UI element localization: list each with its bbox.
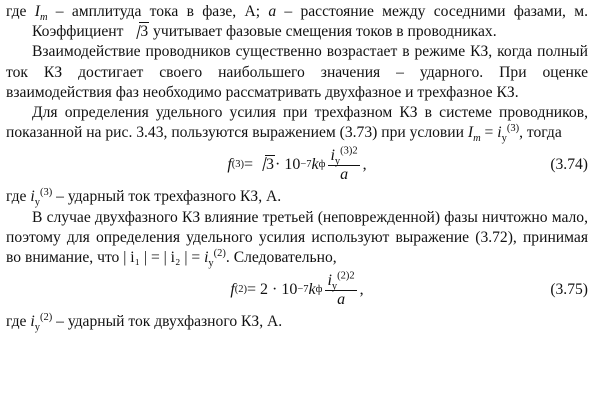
- text: Для определения удельного усилия при трехфазном КЗ в системе проводников, показанной на рис. 3.43, пользуются выражением (3.73) при условии: [6, 104, 588, 142]
- text: i: [330, 146, 335, 164]
- text: у: [331, 280, 338, 292]
- symbol-I: I: [467, 124, 474, 142]
- text: [340, 166, 348, 184]
- formula: f (3) = 3 · 10 −7 k ф $\frac{i_у^{(3)2}}{a}$ ,: [227, 145, 367, 183]
- symbol-a: a: [268, 3, 277, 20]
- sqrt-symbol: [129, 23, 149, 40]
- paragraph-interaction: Взаимодействие проводников существенно возрастает в режиме КЗ, когда полный ток КЗ достигает своего наибольшего значения – ударного. При оценке взаимодействия фаз необходимо рассматривать двухфазное и трехфазное КЗ.: [6, 43, 588, 101]
- equation-3-74: [6, 143, 588, 187]
- fraction: [328, 147, 359, 184]
- text: 3: [266, 156, 275, 174]
- subscript: m: [473, 133, 481, 145]
- paragraph-shock-current-3: [6, 187, 588, 207]
- text: (3): [39, 187, 53, 199]
- text: – ударный ток двухфазного КЗ, А.: [52, 313, 283, 331]
- text: – ударный ток трехфазного КЗ, А.: [52, 188, 282, 206]
- text: – амплитуда тока в фазе, А;: [47, 3, 269, 20]
- paragraph-shock-current-2: [6, 312, 588, 332]
- text: ,: [359, 281, 364, 299]
- paragraph-two-phase: [6, 208, 588, 269]
- text: [337, 291, 345, 309]
- text: (2): [39, 312, 53, 324]
- equation-number: (3.74): [550, 156, 588, 174]
- superscript: (3): [506, 123, 520, 135]
- symbol-i: i: [497, 124, 502, 142]
- text: – расстояние между соседними фазами, м.: [276, 3, 588, 20]
- text: ,: [362, 156, 367, 174]
- text: где: [6, 3, 35, 20]
- text: учитывает фазовые смещения токов в проводниках.: [149, 23, 497, 41]
- text: k: [311, 156, 319, 174]
- paragraph-coefficient: [6, 22, 588, 42]
- text: у: [34, 322, 40, 334]
- text: Коэффициент: [32, 23, 128, 41]
- text: у: [208, 258, 214, 270]
- text: у: [34, 197, 40, 209]
- text: i: [327, 271, 332, 289]
- text: · 10: [275, 156, 301, 174]
- text: где: [6, 188, 31, 206]
- subscript: m: [39, 12, 48, 24]
- text: . Следовательно,: [225, 249, 337, 267]
- text: f: [227, 156, 232, 174]
- paragraph-definitions: [6, 2, 588, 22]
- fraction: [325, 272, 356, 309]
- formula: f (2) = 2 · 10 −7 k ф $\frac{i_у^{(2)2}}{a}$ ,: [230, 270, 364, 308]
- text: (2): [213, 247, 226, 259]
- text: В случае двухфазного КЗ влияние третьей (неповрежденной) фазы ничтожно мало, поэтому для определения удельного усилия используют выражение (3.72), принимая во внимание, что: [6, 208, 588, 267]
- sqrt-symbol: [255, 155, 275, 175]
- text: =: [480, 124, 498, 142]
- equation-number: (3.75): [550, 281, 588, 299]
- text: a: [337, 290, 346, 308]
- text: (3)2: [340, 145, 358, 157]
- text: i: [30, 313, 35, 331]
- radicand: 3: [140, 23, 149, 41]
- text: (2)2: [337, 270, 355, 282]
- paragraph-three-phase: [6, 103, 588, 143]
- subscript: у: [501, 133, 507, 145]
- text: =: [244, 156, 254, 174]
- text: k: [308, 281, 316, 299]
- text: = 2 · 10: [247, 281, 298, 299]
- text: i: [204, 249, 209, 267]
- text: f: [230, 281, 235, 299]
- text: где: [6, 313, 31, 331]
- symbol-Im: I: [34, 3, 40, 20]
- equation-3-75: [6, 268, 588, 312]
- text: [328, 147, 359, 166]
- text: | i₁ | = | i₂ | =: [123, 249, 205, 267]
- text: a: [340, 165, 349, 183]
- text: у: [334, 156, 341, 168]
- text: [325, 272, 356, 291]
- text: , тогда: [519, 124, 562, 142]
- text: i: [30, 188, 35, 206]
